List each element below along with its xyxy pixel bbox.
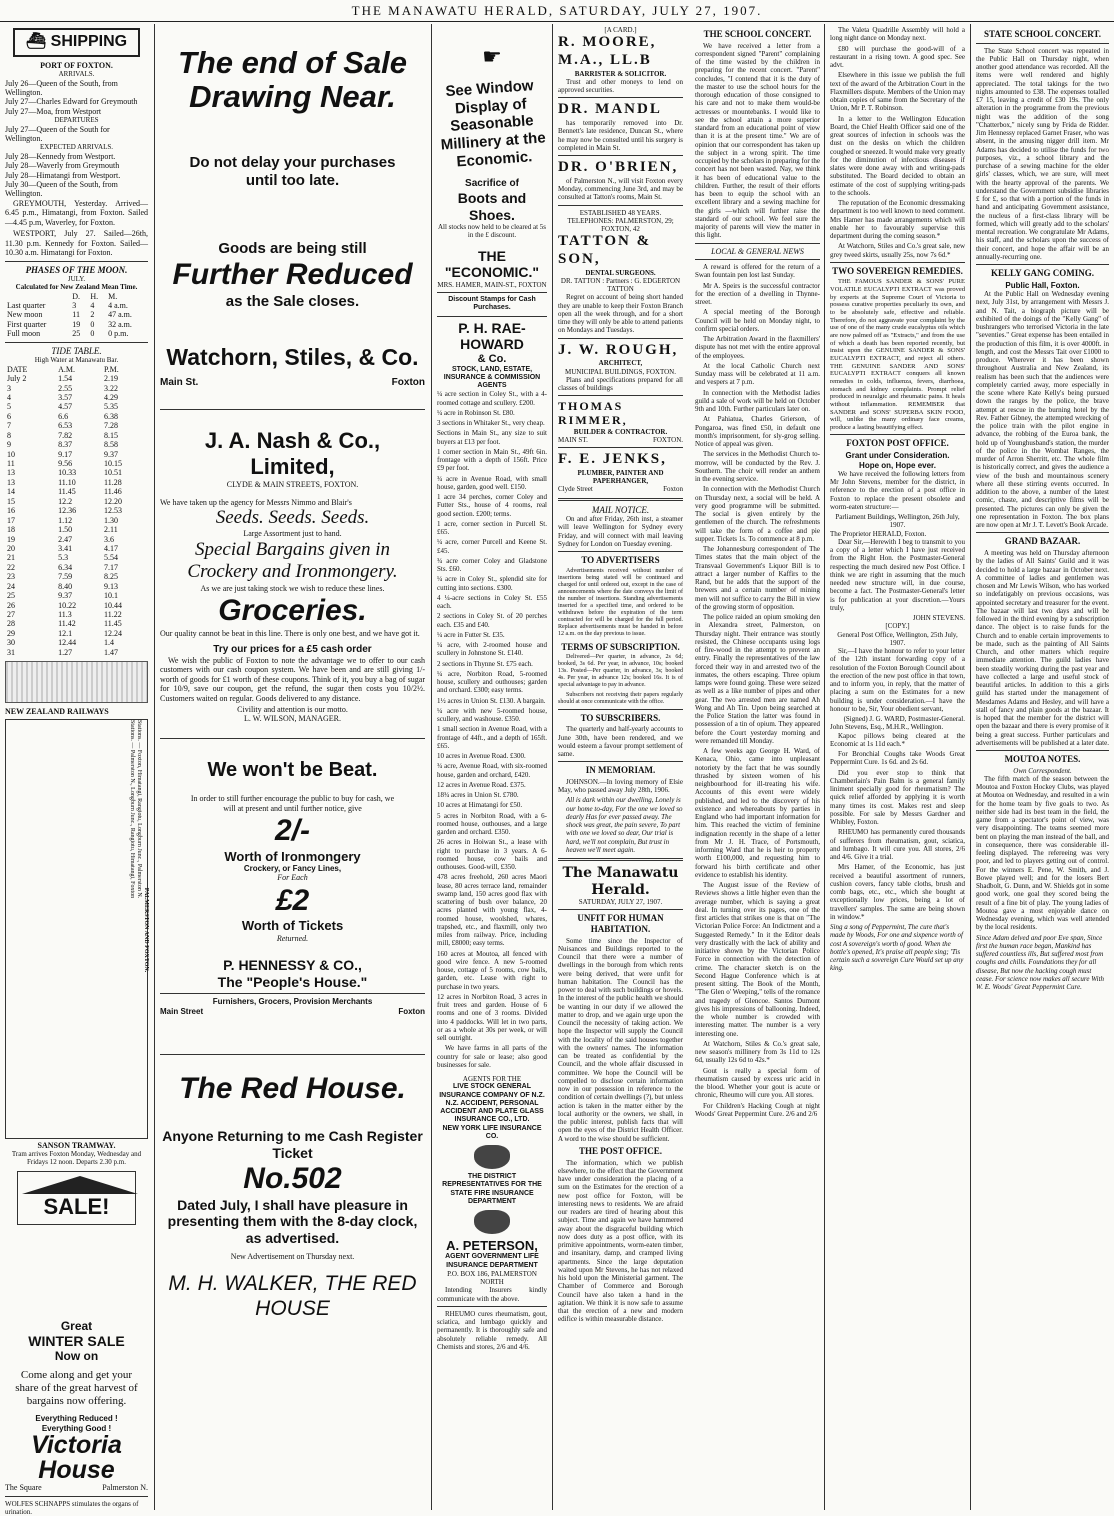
cash-coupon-text: We wish the public of Foxton to note the advantage we to offer to our cash customers with our cash coupon system. We have been and are still giving 1/- worth of goods for £1 worth of these coupons. Think of it, you buy a bag of sugar for 10/9, save our coupon, get the refund, the sugar then costs you 10/2½. Customers waited on regular. Goods delivered to any distance.: [160, 655, 425, 703]
peoples-house-title: The "People's House.": [217, 973, 368, 990]
local-news-item: The services in the Methodist Church to-morrow, will be conducted by the Rev. J. Southern. The choir will render an anthem in the evening service.: [695, 450, 820, 484]
ship-icon: ⛴: [25, 33, 51, 50]
plumber-label: PLUMBER, PAINTER AND PAPERHANGER,: [577, 468, 664, 486]
memoriam-poem: All is dark within our dwelling, Lonely is our home to-day, For the one we loved so dearly Has for ever passed away. The shock was great, the pain severe, To part with one we loved so dear, Our trial is hard, we'll not complain, But trust in heaven we'll meet again.: [566, 796, 683, 854]
nz-accident-insurance: N.Z. ACCIDENT, PERSONAL ACCIDENT AND PLATE GLASS INSURANCE CO., LTD.: [440, 1099, 544, 1124]
agents-for-label: AGENTS FOR THE: [462, 1075, 522, 1083]
land-listing: 4 ¼-acre sections in Coley St. £55 each.: [437, 593, 547, 610]
to-advertisers-text: Advertisements received without number of insertions being stated will be continued and charged for until ordered out, except in the case of announcements where the date conveys the limit of the number of insertions. Standing advertisements inserted for a specified time, and ordered to be withdrawn before the expiration of the term contracted for will be charged for the full period. Replace advertisements must be handed in before 12 a.m. on the day previous to issue.: [558, 567, 683, 638]
school-concert-text: We have received a letter from a correspondent signed "Parent" complaining of the time wasted by the children in preparing for the recent concert. "Parent" concludes, "I contend that it is the duty of the master to use the school hours for the thorough education of those consigned to his care and not to make them would-be actresses or mountebanks. I would like to see the school attain a more superior standard from an educational point of view than it is at the present time." We are of opinion that our correspondent has taken up the subject in a wrong spirit. The time occupied by the scholars in preparing for the concert has not been wasted. Nay, we think it has been of educational value to the children. Further, the result of their efforts has been to equip the school with an excellent library and a sewing machine for the girls —which will further raise the standard of our school. We feel sure the majority of parents will view the matter in this light.: [695, 41, 820, 240]
kelly-gang-text: At the Public Hall on Wednesday evening next, July 31st, by arrangement with Messrs J. and N. Tait, a biograph picture will be exhibited of the doings of the "Kelly Gang" of bushrangers who terrorised Victoria in the late "seventies." Great expense has been entailed in the production of this film, it is over 4000ft. in length, and cost the Messrs Tait over £1000 to produce. Wherever it has been shown throughout Australia and New Zealand, its realism has been such that the audiences were completely carried away, more especially in the scene where Kate Kelly's being pursued down the ranges by the police, the brave attempt at rescue in the burning hotel by the Rev. Father Gibney, the attempted wrecking of the police train with the pilot engine in advance, the robbing of the Euroa bank, the hold up of Younghusband's station, the murder of the police in the Wombat Ranges, the murder of Arron Sherritt, etc. The whole film is historically correct, and gives the audience a view of the bush and mountainous scenery where all these stirring events occurred. In addition to the above, a number of the latest comic, chaste, and descriptive films will be presented. The pictures can only be given the one representation in Foxton. The box plans are now open at Mr J. T. Levett's Book Arcade.: [976, 290, 1109, 530]
land-listing: 12 acres in Norbiton Road, 3 acres in fruit trees and garden. House of 6 rooms and one of 3 rooms. Divided into 4 paddocks. Will let in two parts, or as a whole at 30s per week, or will sell outright.: [437, 992, 547, 1042]
moon-phases-subtitle: Calculated for New Zealand Mean Time.: [15, 283, 138, 292]
boots-shoes-title: Boots and Shoes.: [457, 190, 527, 223]
post-office-editorial-text: The information, which we publish elsewhere, to the effect that the Government have under consideration the placing of a sum on the Estimates for the erection of a new post office for Foxton, will be interesting news to residents. We are afraid our readers are tired of hearing about this subject. Time and again we have hammered away about the disgraceful building which now does duty as a post office, with its primitive appointments, worm-eaten timber, and insanitary, damp, and cramped living apartments. Since the large deputation waited upon Mr Stevens, he has not relaxed his hold upon the Ministerial garment. The Chamber of Commerce and Borough Council have also taken a hand in the agitation. We think it is now safe to assume that the erection of a new and modern edifice is within measurable distance.: [558, 1158, 683, 1324]
tide-row: 13 10.33 10.51: [7, 468, 123, 478]
tide-row: 5 4.57 5.35: [7, 402, 119, 412]
local-news-item: A special meeting of the Borough Council will be held on Monday night, to confirm special orders.: [695, 308, 820, 333]
column-remedies-post: [825, 24, 970, 1510]
land-listing: 3 sections in Whitaker St., very cheap.: [437, 419, 545, 427]
moutoa-notes-title: MOUTOA NOTES.: [1004, 754, 1081, 765]
architect-label: ARCHITECT,: [598, 359, 643, 368]
land-listing: ¾ acre in Avenue Road, with small house, garden, good well. £150.: [437, 474, 547, 491]
everything-reduced: Everything Reduced !: [35, 1414, 118, 1424]
expected-heading: EXPECTED ARRIVALS.: [40, 143, 113, 152]
moon-phases-table: D. H. M. Last quarter 3 4 4 a.m. New moon 11 2 47 a.m. First quarter 19 0 32 a.m. Full moon 25 0 0 p.m.: [7, 291, 132, 339]
peterson-title: A. PETERSON,: [446, 1238, 538, 1253]
jenks-title: F. E. JENKS,: [558, 451, 667, 468]
foxton-post-office-title: FOXTON POST OFFICE.: [846, 438, 949, 449]
seeds-title: Seeds. Seeds. Seeds.: [215, 507, 370, 529]
post-office-intro: We have received the following letters from Mr John Stevens, member for the district, in reference to the erection of a post office in Foxton to replace the present obsolete and worm-eaten structure:—: [830, 469, 965, 511]
land-listing: ¼ acre section in Coley St., with a 4-roomed cottage and scullery. £200.: [437, 390, 547, 407]
unfit-habitation-text: Some time since the Inspector of Nuisances and Buildings reported to the Council that there were a number of dwellings in the borough from which rents were being derived, that were unfit for human habitation. The Council has the power to deal with such buildings or hovels. In the interest of the public health we should be wanting in our duty if we allowed the matter to drop, and we again urge upon the Council the necessity of taking action. We hope the Inspector will supply the Council with the locality of the said houses together with the owners' names. The information can be treated as confidential by the Council, and the whole affair discussed in committee. We hope the Council will be compelled to disclose certain information now in our possession in reference to the condition of certain dwellings (?), but unless action is taken in the matter either by the local authority or the owners, we shall, in the public interest, publish facts that will open the eyes of the District Health Officer. A word to the wise should be sufficient.: [558, 936, 683, 1143]
mail-notice-text: On and after Friday, 26th inst, a steamer will leave Wellington for Sydney every Friday, and will connect with mail leaving Sydney for London on Tuesday evening.: [558, 515, 683, 548]
masthead: THE MANAWATU HERALD, SATURDAY, JULY 27, 1907.: [0, 0, 1114, 22]
local-news-item: Gout is really a special form of rheumatism caused by excess uric acid in the blood. Whether your gout is acute or chronic, Rheumo will cure you. All stores.: [695, 1066, 820, 1100]
local-news-title: LOCAL & GENERAL NEWS: [711, 246, 804, 256]
greymouth-report: GREYMOUTH, Yesterday. Arrived—6.45 p.m., Himatangi, from Foxton. Sailed—4.45 p.m, Waverley, for Foxton.: [5, 198, 148, 227]
furnishers-line: Furnishers, Grocers, Provision Merchants: [212, 997, 373, 1007]
sacrifice-label: Sacrifice of: [465, 178, 519, 190]
tide-row: 7 6.53 7.28: [7, 421, 119, 431]
tide-row: 22 6.34 7.17: [7, 562, 119, 572]
column-economic-rae: [432, 24, 552, 1510]
to-stevens: John Stevens, Esq., M.H.R., Wellington.: [830, 723, 944, 732]
moutoa-notes-text: The fifth match of the season between the Moutoa and Foxton Hockey Clubs, was played at Moutoa on Wednesday, and resulted in a win for the home team by five goals to two. As neither side had its best team in the field, the game from a spectator's point of view, was very disappointing. The teams seemed more bent on playing the man instead of the ball, and in consequence, there was considerable ill-feeling displayed. The refereeing was very poor, and led to players getting out of control. For the winners E. Pene, W. Smith, and J. Bowe played well; and for the losers Bert Shadbolt, G. Dunn, and W. Shields got in some good work, one goal they scored being the result of a fine bit of play. The young ladies of Moutoa gave a most enjoyable dance on Wednesday evening, which was well attended by the local residents.: [976, 774, 1109, 932]
land-listing: Sections in Main St., any size to suit buyers at £13 per foot.: [437, 429, 547, 446]
column-cards-editorial: [553, 24, 688, 1510]
economic-title: THE "ECONOMIC.": [444, 247, 540, 281]
card-label: [A CARD.]: [604, 26, 637, 34]
tide-row: 19 2.47 3.6: [7, 534, 115, 544]
state-fire-dept: THE DISTRICT REPRESENTATIVES FOR THE STATE FIRE INSURANCE DEPARTMENT: [442, 1173, 542, 1205]
state-school-concert-text: The State School concert was repeated in the Public Hall on Thursday night, when another good attendance was recorded. All the items were well rendered and highly appreciated. The total takings for the two nights amounted to £38. The expenses totalled £7 15, leaving a credit of £30 19s. The only alteration in the programme from the previous night was the addition of the song "Chatterbox," nicely sung by Frida de Ridder. Jim Hennessy replaced Garnet Fraser, who was absent, in the amusing nigger drill item. Mr Adams has decided to utilise the funds for two purposes, viz., a school library and the purchase of a sewing machine for the elder girls' classes, which, we are sure, will meet with the hearty approval of the parents. We understand the Government subsidise libraries £ for £, so that with a portion of the funds in hand and anticipating Government assistance, the nucleus of a first-class library will be formed, which will greatly add to the scholars' mental recreation. We congratulate Mr Adams, his staff, and the scholars upon the success of their concert, and hope the affair will be an annually-recurring one.: [976, 46, 1109, 261]
rae-subtitle: STOCK, LAND, ESTATE, INSURANCE & COMMISSION AGENTS: [443, 365, 541, 389]
plans-text: Plans and specifications prepared for all classes of buildings: [558, 375, 683, 393]
tide-row: 3 2.55 3.22: [7, 383, 119, 393]
moore-subtitle: BARRISTER & SOLICITOR.: [574, 69, 667, 78]
everything-good: Everything Good !: [41, 1423, 112, 1433]
mail-notice-title: MAIL NOTICE.: [591, 504, 650, 515]
tide-row: 30 12.44 1.4: [7, 638, 115, 648]
house-title: House: [38, 1456, 115, 1485]
tide-row: 23 7.59 8.25: [7, 572, 119, 582]
parliament-address: Parliament Buildings, Wellington, 26th July, 1907.: [835, 513, 960, 530]
tide-row: 25 9.37 10.1: [7, 591, 119, 601]
tide-table: DATE A.M. P.M. July 2 1.54 2.19 3 2.55 3.22 4 3.57 4.29 5 4.57 5.35 6 6.6 6.38 7 6.53 7.28 8 7.82 8.15 9 8.37 8.58 10 9.17 9.37 11 9.56 10.15 13 10.33 10.51 13 11.10 11.28 14 11.45 11.46 15 12.2 12.20 16 12.36 12.53 17 1.12 1.30 18 1.50 2.11 19 2.47 3.6 20 3.41 4.17 21 5.3 5.54 22 6.34 7.17 23 7.59 8.25 24 8.40 9.13 25 9.37 10.1 26 10.22 10.44 27 11.3 11.22 28 11.42 11.45 29 12.1 12.24 30 12.44 1.4 31 1.27 1.47: [5, 365, 148, 658]
tide-row: 4 3.57 4.29: [7, 392, 119, 402]
livestock-insurance: LIVE STOCK GENERAL INSURANCE COMPANY OF N.Z.: [439, 1083, 545, 1099]
column-ads: [155, 24, 430, 1510]
tide-table-subtitle: High Water at Manawatu Bar.: [34, 356, 119, 365]
train-engraving: [5, 661, 148, 703]
municipal-buildings: MUNICIPAL BUILDINGS, FOXTON.: [565, 367, 676, 376]
departures-heading: DEPARTURES: [54, 116, 99, 125]
taking-stock-text: As we are just taking stock we wish to reduce these lines.: [200, 583, 385, 593]
land-listing: 12 acres in Avenue Road. £375.: [437, 780, 526, 789]
do-not-delay-text: Do not delay your purchases until too late.: [189, 154, 396, 189]
column-shipping: [0, 24, 153, 1516]
wilson-manager: L. W. WILSON, MANAGER.: [244, 714, 341, 724]
land-listing: ¾ acre corner Coley and Gladstone Sts. £60.: [437, 556, 547, 573]
kapoc-notice: Kapoc pillows being cleared at the Economic at 1s 11d each.*: [830, 731, 965, 748]
westport-report: WESTPORT, July 27. Sailed—26th, 11.30 p.m. Kennedy for Foxton. Sailed—10.30 a.m. Himatangi for Foxton.: [5, 229, 148, 258]
encourage-cash-text: In order to still further encourage the public to buy for cash, we will at present and until further notice, give: [190, 794, 395, 813]
rimmer-title: THOMAS RIMMER,: [558, 399, 628, 428]
local-news-item: At the local Catholic Church next Sunday mass will be celebrated at 11 a.m. and vespers at 7 p.m.: [695, 361, 820, 387]
paper-title: The Manawatu Herald.: [562, 865, 679, 898]
tide-row: 8 7.82 8.15: [7, 430, 119, 440]
to-advertisers-title: TO ADVERTISERS: [581, 555, 660, 566]
civility-text: Civility and attention is our motto.: [237, 704, 348, 714]
jenks-address: Clyde Street Foxton: [558, 485, 683, 494]
obrien-text: of Palmerston N., will visit Foxton every Monday, commencing June 3rd, and may be consulted at Tatton's rooms, Main St.: [558, 176, 683, 202]
red-house-title: The Red House.: [179, 1071, 406, 1105]
paper-date: SATURDAY, JULY 27, 1907.: [578, 898, 663, 907]
great-label: Great: [60, 1318, 93, 1333]
land-listings: [437, 390, 547, 1042]
tide-row: 16 12.36 12.53: [7, 506, 123, 516]
obrien-title: DR. O'BRIEN,: [558, 159, 679, 176]
ny-life-insurance: NEW YORK LIFE INSURANCE CO.: [442, 1124, 542, 1140]
local-news-item: At Pahiatua, Charles Grierson, of Pongaroa, was fined £50, in default one month's imprisonment, for sly-grog selling. Notice of appeal was given.: [695, 415, 820, 449]
news-paragraph: Elsewhere in this issue we publish the full text of the award of the Arbitration Court in the Flaxmillers dispute. Members of the Union may obtain copies of same from the Secretary of the Union, Mr P. T. Robinson.: [830, 71, 965, 113]
tide-row: 20 3.41 4.17: [7, 543, 119, 553]
builder-label: BUILDER & CONTRACTOR.: [573, 427, 668, 436]
local-news-list: [695, 263, 820, 1118]
shipping-logo: ⛴ SHIPPING: [13, 28, 140, 57]
po-box: P.O. BOX 186, PALMERSTON NORTH: [447, 1269, 537, 1287]
nash-address: CLYDE & MAIN STREETS, FOXTON.: [226, 480, 359, 490]
local-news-item: The Arbitration Award in the flaxmillers' dispute has not met with the entire approval of the employees.: [695, 335, 820, 360]
tide-row: 14 11.45 11.46: [7, 487, 122, 497]
column-events: [971, 24, 1114, 1510]
state-school-concert-title: STATE SCHOOL CONCERT.: [984, 29, 1101, 39]
arrival-list: July 26—Queen of the South, from Wellington. July 27—Charles Edward for Greymouth July 27—Moa, from Westport: [5, 78, 138, 116]
proprietor-line: The Proprietor HERALD, Foxton.: [830, 529, 927, 538]
farms-text: We have farms in all parts of the country for sale or lease; also good businesses for sale.: [437, 1044, 547, 1069]
local-news-item: For Children's Hacking Cough at night Woods' Great Peppermint Cure. 2/6 and 2/6: [695, 1101, 820, 1118]
hamer-address: MRS. HAMER, MAIN-ST., FOXTON: [437, 280, 547, 289]
departure-item: July 27—Queen of the South for Wellington.: [5, 124, 110, 143]
returned-label: Returned.: [276, 933, 309, 943]
land-listing: 26 acres in Hoiwan St., a lease with right to purchase in 3 years. A 6-roomed house, cow bails and outhouses. Good-will, £350.: [437, 838, 547, 871]
land-listing: ¼ acre in Futter St. £35.: [437, 630, 505, 639]
crockery-fancy: Crockery, or Fancy Lines,: [243, 864, 342, 873]
local-news-item: A reward is offered for the return of a Swan fountain pen lost last Sunday.: [695, 263, 820, 280]
two-shillings-value: 2/-: [274, 814, 310, 848]
rae-co: & Co.: [477, 352, 507, 365]
watchorn-address: Main St. Foxton: [160, 377, 425, 389]
land-listing: 2 sections in Coley St. of 20 perches each. £35 and £40.: [437, 612, 547, 629]
port-heading: PORT OF FOXTON.: [40, 60, 113, 70]
drawing-near-title: Drawing Near.: [189, 79, 396, 115]
triangle-icon: [22, 1176, 138, 1194]
goods-still-text: Goods are being still: [218, 239, 367, 257]
unfit-habitation-title: UNFIT FOR HUMAN HABITATION.: [577, 913, 664, 935]
school-concert-title: THE SCHOOL CONCERT.: [703, 29, 812, 39]
expected-list: July 28—Kennedy from Westport. July 28—Waverly from Greymouth July 28—Himatangi from Westport. July 30—Queen of the South, from Wellington.: [5, 151, 121, 199]
victoria-title: Victoria: [31, 1431, 122, 1460]
two-pound-value: £2: [275, 883, 310, 917]
rae-howard-title: P. H. RAE-HOWARD: [458, 319, 526, 353]
watchorn-stiles-title: Watchorn, Stiles, & Co.: [166, 344, 419, 371]
sovereign-remedies-text: THE FAMOUS SANDER & SONS' PURE VOLATILE EUCALYPTI EXTRACT was proved by experts at the Supreme Court of Victoria to possess curative properties peculiarly its own, and to be absolutely safe, effective and reliable. Therefore, do not aggravate your complaint by the use of one of the many crude eucalyptus oils which are now palmed off as "Extracts," and from the use of which a death has been reported recently, but insist upon the GENUINE SANDER & SONS' EUCALYPTI EXTRACT, and reject all others. THE GENUINE SANDER AND SONS' EUCALYPTI EXTRACT conquers all known remedies in colds, influenza, fevers, diarrhoea, stomach and kidney complaints. Prompt relief produced in neuralgic and rheumatic pains. It heals without inflammation. REMEMBER that SANDER and SONS' SUPERBA SKIN FOOD, will, unlike the many ordinary face creams, produce a lasting beautifying effect.: [830, 278, 965, 431]
local-news-item: In connection with the Methodist Church on Thursday next, a social will be held. A very good programme will be submitted. The social is given entirely by the gentlemen of the church. The refreshments will take the form of a coffee and pie supper. Tickets 1s. To commence at 8 p.m.: [695, 485, 820, 543]
tide-row: 27 11.3 11.22: [7, 610, 122, 620]
news-paragraph: At Watchorn, Stiles and Co.'s great sale, new grey tweed skirts, usually 25s, now 7s 6d.*: [830, 242, 965, 259]
tatton-text: Regret on account of being short handed they are unable to keep their Foxton Branch open all the week through, and for a short time they will only be able to attend patients on Mondays and Tuesdays.: [558, 293, 683, 335]
worth-ironmongery: Worth of Ironmongery: [224, 848, 361, 864]
post-office-editorial-title: THE POST OFFICE.: [578, 1145, 663, 1156]
tide-row: 9 8.37 8.58: [7, 440, 119, 450]
column-local-news: [690, 24, 825, 1510]
ward-signature: (Signed) J. G. WARD, Postmaster-General.: [843, 715, 965, 724]
news-paragraph: The reputation of the Economic dressmaking department is too well known to need comment. Mrs Hamer has made arrangements which will enable her to favourably supervise this department during the coming season.*: [830, 199, 965, 240]
rough-title: J. W. ROUGH,: [558, 341, 679, 358]
grant-subtitle: Grant under Consideration.: [845, 451, 950, 461]
moon-phases-title: PHASES OF THE MOON.: [25, 264, 128, 275]
hennessy-title: P. HENNESSY & CO.,: [223, 957, 362, 974]
intending-insurers: Intending Insurers kindly communicate with the above.: [437, 1286, 547, 1303]
grand-bazaar-title: GRAND BAZAAR.: [1004, 536, 1081, 547]
land-listing: 18¾ acres in Union St. £780.: [437, 791, 519, 799]
stevens-letter: Dear Sir,—Herewith I beg to transmit to you a copy of a letter which I have just received from the Right Hon. the Postmaster-General respecting the much desired new Post Office. I think we are right in assuming that the much needed new structure will, in due course, become a fact. The Postmaster-General's letter is for publication at your discretion.—Yours truly,: [830, 537, 965, 612]
land-listing: ¼ acre with new 5-roomed house, scullery, and washouse. £350.: [437, 706, 547, 723]
sale-banner: SALE!: [17, 1171, 136, 1225]
tide-row: 13 11.10 11.28: [7, 477, 122, 487]
worth-tickets: Worth of Tickets: [241, 918, 344, 934]
moon-phases-month: JULY.: [67, 275, 86, 284]
tide-row: 6 6.6 6.38: [7, 411, 119, 421]
mandl-text: has temporarily removed into Dr. Bennett's late residence, Duncan St., where he may now be consulted until his surgery is completed in Main St.: [558, 119, 683, 152]
land-listing: 10 acres in Avenue Road. £300.: [437, 752, 526, 760]
land-listing: 1½ acres in Union St. £130. A bargain.: [437, 696, 546, 705]
peppermint-poem: Sing a song of Peppermint, The cure that's made by Woods, For one and sixpence worth of cost A sovereign's worth of good. When the bottle's opened, It's praise all people sing; 'Tis certain such a sovereign Cure Would set up any king.: [830, 923, 964, 973]
window-display-text: See Window Display of Seasonable Millinery at the Economic.: [440, 76, 547, 171]
land-listing: 1 small section in Avenue Road, with a frontage of 44ft., and a depth of 165ft. £65.: [437, 725, 547, 750]
clock-promise-text: Dated July, I shall have pleasure in presenting them with the 8-day clock, as advertised.: [167, 1196, 418, 1246]
kelly-gang-subtitle: Public Hall, Foxton.: [1005, 280, 1080, 290]
moore-text: Trust and other moneys to lend on approved securities.: [558, 77, 683, 95]
grand-bazaar-text: A meeting was held on Thursday afternoon by the ladies of All Saints' Guild and it was decided to hold a large bazaar in October next. A committee of ladies and gentlemen was chosen and Mr Lewis Wilson, who has worked so indefatigably on previous occasions, was appointed secretary and treasurer for the event. The bazaar will last two days and will be followed in the third evening by a subscription dance. The object is to raise funds for the Church and to enable certain improvements to be made, such as the painting of All Saints Church, and other matters which require immediate attention. The guild ladies have been steadily working during the past year and have collected a large and useful stock of beautiful articles. In addition to this a girls guild has started under the management of Mesdames Adams and Hesley, and will have a stall of fancy and plain goods at the bazaar. It is hoped that the member for the district will open the bazaar and there is every promise of it being a great success. Further particulars and advertisements will be published at a later date.: [976, 549, 1109, 747]
tide-row: July 2 1.54 2.19: [7, 374, 119, 384]
gpo-address: General Post Office, Wellington, 25th July, 1907.: [837, 630, 958, 647]
cough-poem: Since Adam delved and poor Eve span, Since first the human race began, Mankind has suffered countless ills, But suffered most from coughs and chills. Foundations they for all disease, But now the hacking cough must cease. For science now makes all secure With W. E. Woods' Great Peppermint Cure.: [976, 933, 1105, 992]
walker-signature: M. H. WALKER, THE RED HOUSE: [168, 1271, 417, 1320]
valeta-notice: The Valeta Quadrille Assembly will hold a long night dance on Monday next.: [830, 26, 965, 43]
moore-title: R. MOORE, M.A., LL.B: [558, 34, 657, 68]
coat-of-arms-icon: [474, 1210, 510, 1234]
special-bargains-title: Special Bargains given in Crockery and Ironmongery.: [187, 538, 398, 583]
come-along-text: Come along and get your share of the great harvest of bargains now offering.: [15, 1369, 138, 1408]
tide-row: 15 12.2 12.20: [7, 496, 123, 506]
govt-life-dept: AGENT GOVERNMENT LIFE INSURANCE DEPARTMENT: [445, 1253, 539, 1269]
copy-label: [COPY.]: [885, 622, 910, 631]
hand-icon: ☛: [482, 44, 502, 69]
tatton-title: TATTON & SON,: [558, 233, 652, 267]
rheumo-ad: RHEUMO cures rheumatism, gout, sciatica, and lumbago quickly and permanently. It is thoroughly safe and absolutely reliable remedy. All Chemists and stores, 2/6 and 4/6.: [437, 1309, 547, 1351]
stevens-signature: JOHN STEVENS.: [912, 614, 965, 623]
land-listing: ¼ acre, corner Purcell and Keene St. £45.: [437, 538, 547, 555]
news-paragraph: In a letter to the Wellington Education Board, the Chief Health Officer said one of the great sources of infection in schools was the dust on the desks on which the children coughed or sneezed. It would make very greatly for the diminution of infectious diseases if slates were done away with and writing-pads substituted. The Board decided to obtain an estimate of the cost of supplying writing-pads to the schools.: [830, 114, 965, 197]
groceries-title: Groceries.: [218, 594, 367, 628]
tide-row: 10 9.17 9.37: [7, 449, 119, 459]
railways-title: NEW ZEALAND RAILWAYS: [5, 707, 109, 717]
sovereign-remedies-title: TWO SOVEREIGN REMEDIES.: [832, 265, 963, 276]
land-listing: ¼ acre, with 2-roomed house and scullery in Johnstone St. £140.: [437, 641, 547, 658]
large-assortment: Large Assortment just to hand.: [243, 529, 342, 539]
tide-row: 26 10.22 10.44: [7, 600, 123, 610]
kelly-gang-title: KELLY GANG COMING.: [990, 268, 1095, 279]
moutoa-correspondent: Own Correspondent.: [1013, 766, 1072, 775]
in-memoriam-text: JOHNSON.—In loving memory of Elsie May, who passed away July 28th, 1906.: [558, 777, 683, 795]
land-listing: 1 acre, corner section in Purcell St. £65.: [437, 519, 547, 536]
tramway-title: SANSON TRAMWAY.: [37, 1140, 116, 1150]
land-listing: 5 acres in Norbiton Road, with a 6-roomed house, outhouses, and a large garden and orchard. £350.: [437, 811, 547, 836]
land-listing: 160 acres at Moutoa, all fenced with good wire fence. A new 5-roomed house, cottage of 5 rooms, cow bails, garden, etc. Lease with right to purchase in two years.: [437, 949, 547, 991]
tide-row: 11 9.56 10.15: [7, 459, 123, 469]
local-news-item: Mr A. Speirs is the successful contractor for the erection of a dwelling in Thynne-street.: [695, 281, 820, 307]
arrivals-heading: ARRIVALS.: [58, 70, 95, 79]
end-of-sale-title: The end of Sale: [177, 45, 408, 80]
winter-sale-title: WINTER SALE: [28, 1332, 125, 1349]
land-listing: 1 acre 34 perches, corner Coley and Futter Sts., house of 4 rooms, real good section. £200; terms.: [437, 493, 547, 518]
rheumo-notice: RHEUMO has permanently cured thousands of sufferers from rheumatism, gout, sciatica, and lumbago. It will cure you. All stores, 2/6 and 4/6. Give it a trial.: [830, 828, 965, 862]
established-label: ESTABLISHED 48 YEARS.: [579, 208, 662, 217]
subscribers-note: Subscribers not receiving their papers regularly should at once communicate with the office.: [558, 691, 683, 705]
as-sale-closes-text: as the Sale closes.: [225, 292, 360, 310]
in-memoriam-title: IN MEMORIAM.: [585, 765, 656, 776]
tide-row: 29 12.1 12.24: [7, 628, 123, 638]
victoria-address: The Square Palmerston N.: [5, 1483, 148, 1493]
railway-timetable: PALMERSTON AND FOXTON. Stations. — Foxton, Himatangi, Rangiotu, Longburn Junc., Palmerston N. Stations. — Palmerston N., Longburn Junc., Rangiotu, Himatangi, Foxton: [5, 719, 148, 1139]
tide-row: 28 11.42 11.45: [7, 619, 122, 629]
land-listing: ¼ acre in Coley St., splendid site for cutting into sections. £300.: [437, 575, 547, 592]
news-paragraph: £80 will purchase the good-will of a restaurant in a rising town. A good spec. See advt.: [830, 44, 965, 69]
land-listing: 10 acres at Himatangi for £50.: [437, 801, 523, 810]
wont-be-beat-title: We won't be Beat.: [207, 758, 378, 781]
to-subscribers-text: The quarterly and half-yearly accounts to June 30th, have been rendered, and we would esteem a favour prompt settlement of same.: [558, 725, 683, 759]
for-each-label: For Each: [277, 873, 308, 883]
ward-letter: Sir,—I have the honour to refer to your letter of the 12th instant forwarding copy of a resolution of the Foxton Borough Council about the erection of the new post office in that town, and to inform you, in reply, that the matter of placing a sum on the Estimates for a new building is under consideration.—I have the honour to be, Sir, Your obedient servant,: [830, 647, 965, 713]
tide-row: 24 8.40 9.13: [7, 581, 119, 591]
cough-notice: For Bronchial Coughs take Woods Great Peppermint Cure. 1s 6d. and 2s 6d.: [830, 750, 965, 767]
telephones-line: TELEPHONES: PALMERSTON, 29; FOXTON, 42: [567, 216, 674, 233]
mandl-title: DR. MANDL: [558, 101, 662, 118]
land-listing: 1 corner section in Main St., 49ft 6in. frontage with a depth of 156ft. Price £9 per foot.: [437, 447, 547, 473]
groceries-quality-text: Our quality cannot be beat in this line. There is only one best, and we have got it.: [160, 628, 420, 638]
land-listing: ¼ acre in Robinson St. £80.: [437, 408, 515, 417]
ticket-number: No.502: [243, 1162, 342, 1196]
hope-subtitle: Hope on, Hope ever.: [859, 460, 936, 470]
hamer-notice: Mrs Hamer, of the Economic, has just received a beautiful assortment of runners, cushion covers, fancy table cloths, brush and comb bags, etc., etc., which she bought at exceptionally low prices, being a lot of travellers' samples. The same are being shown in window.*: [830, 863, 965, 921]
land-listing: ¾ acre, Avenue Road, with six-roomed house, garden and orchard, £420.: [437, 762, 547, 779]
discount-stamps-text: Discount Stamps for Cash Purchases.: [448, 296, 536, 312]
nash-title: J. A. Nash & Co., Limited,: [204, 428, 381, 480]
pain-balm-notice: Did you ever stop to think that Chamberlain's Pain Balm is a general family liniment specially good for rheumatism? The quick relief afforded by applying it is worth many times its cost. Makes rest and sleep possible. For sale by Messrs Gardner and Whibley, Foxton.: [830, 768, 965, 827]
tide-table-title: TIDE TABLE.: [51, 345, 102, 356]
local-news-item: The August issue of the Review of Reviews shows a little higher even than the average number, which is saying a great deal. In turning over its pages, one of the first articles that strikes one is that on "The Victorian Police Force: An Indictment and a Suggested Remedy." In it the Editor deals very drastically with the lack of ability and initiative shown by the Victorian Police Force in connection with the detection of crime. The character sketch is on the Second Hague Conference which is at present sitting. The Book of the Month, "The Glen o' Weeping," tells of the romance and tragedy of Glencoe. Santos Dumont gives his impressions of ballooning. Indeed, the whole number is crowded with interesting matter. The number is a very interesting one.: [695, 881, 820, 1038]
stocks-cleared-text: All stocks now held to be cleared at 5s in the £ discount.: [437, 223, 547, 240]
rimmer-address: MAIN ST. FOXTON.: [558, 435, 683, 444]
cash-register-text: Anyone Returning to me Cash Register Ticket: [162, 1128, 423, 1161]
to-subscribers-title: TO SUBSCRIBERS.: [580, 712, 661, 723]
land-listing: 2 sections in Thynne St. £75 each.: [437, 659, 533, 668]
further-reduced-title: Further Reduced: [172, 258, 413, 292]
tide-row: 21 5.3 5.54: [7, 553, 119, 563]
hennessy-address: Main Street Foxton: [160, 1006, 425, 1016]
tatton-partners: DR. TATTON : Partners : G. EDGERTON TATTON: [560, 276, 681, 294]
local-news-item: A few weeks ago George H. Ward, of Kenaca, Ohio, came into unpleasant notoriety by the fact that he was soundly thrashed by sixteen women of his neighbourhood for ill-treating his wife. Accounts of this event were widely published, and led to the discovery of his existence and whereabouts by parties in England who had important information for him. This reached the victim of feminine indignation recently in the shape of a letter from Mr J. H. Trace, of Portsmouth, informing Ward that he is heir to property worth £100,000, and requesting him to forward his birth certificate and other evidence to establish his identity.: [695, 747, 820, 879]
local-news-item: The Johannesburg correspondent of The Times states that the main object of the Transvaal Government's Liquor Bill is to attract a larger number of Kaffirs to the Rand, but he adds that the support of the brewers and a certain number of mining men will not suffice to carry the Bill in view of the growing storm of opposition.: [695, 545, 820, 611]
local-news-item: At Watchorn, Stiles & Co.'s great sale, new season's millinery from 3s 11d to 12s 6d, usually 12s 6d to 42s.*: [695, 1039, 820, 1065]
terms-text: Delivered—Per quarter, in advance, 2s 6d; booked, 3s 6d. Per year, in advance, 10s; booked 13s. Posted—Per quarter, in advance, 3s; booked 4s. Per year, in advance 12s; booked 16s. It is of special advantage to pay in advance.: [558, 654, 683, 689]
coat-of-arms-icon: [474, 1145, 510, 1169]
tide-row: 31 1.27 1.47: [7, 647, 119, 657]
try-prices-title: Try our prices for a £5 cash order: [213, 643, 372, 655]
local-news-item: The police raided an opium smoking den in Alexandra street, Palmerston, on Thursday night. Their entrance was stoutly resisted, the Chinese occupants using logs of fire-wood in the attempt to prevent an entry. Finally the representatives of the law forced their way in and arrested two of the inmates, the others escaping. Three opium lamps were found going. These were seized as well as a like number of pipes and other gear. The two arrested men are named Ah Wong and Ah Tin. Upon being searched at the Police Station the latter was found in possession of a tin of opium. They appeared before the Court yesterday morning and were remanded till Monday.: [695, 613, 820, 745]
dental-surgeons: DENTAL SURGEONS.: [585, 268, 656, 277]
now-on-label: Now on: [54, 1349, 99, 1364]
new-advertisement-note: New Advertisement on Thursday next.: [230, 1252, 355, 1262]
terms-title: TERMS OF SUBSCRIPTION.: [561, 641, 680, 652]
land-listing: 478 acres freehold, 260 acres Maori lease, 80 acres terrace land, remainder swamp land, 150 acres good flax with scattering of bush over balance, 20 acres planted with young flax, 4-roomed house, woolshed, whares, trapshed, etc., and flaxmill, only two miles from railway. Price, including mill, £8000; easy terms.: [437, 873, 547, 948]
wolfes-schnapps-ad: WOLFES SCHNAPPS stimulates the organs of urination.: [5, 1499, 139, 1516]
agency-text: We have taken up the agency for Messrs Nimmo and Blair's: [160, 497, 352, 507]
tramway-text: Tram arrives Foxton Monday, Wednesday and Fridays 12 noon. Departs 2.30 p.m.: [11, 1150, 142, 1167]
tide-row: 17 1.12 1.30: [7, 515, 119, 525]
tide-row: 18 1.50 2.11: [7, 525, 118, 535]
local-news-item: In connection with the Methodist ladies guild a sale of work will be held on October 9th and 10th. Further particulars later on.: [695, 388, 820, 414]
land-listing: ¼ acre, Norbiton Road, 5-roomed house, scullery and outhouses; garden and orchard. £300; easy terms.: [437, 669, 547, 695]
